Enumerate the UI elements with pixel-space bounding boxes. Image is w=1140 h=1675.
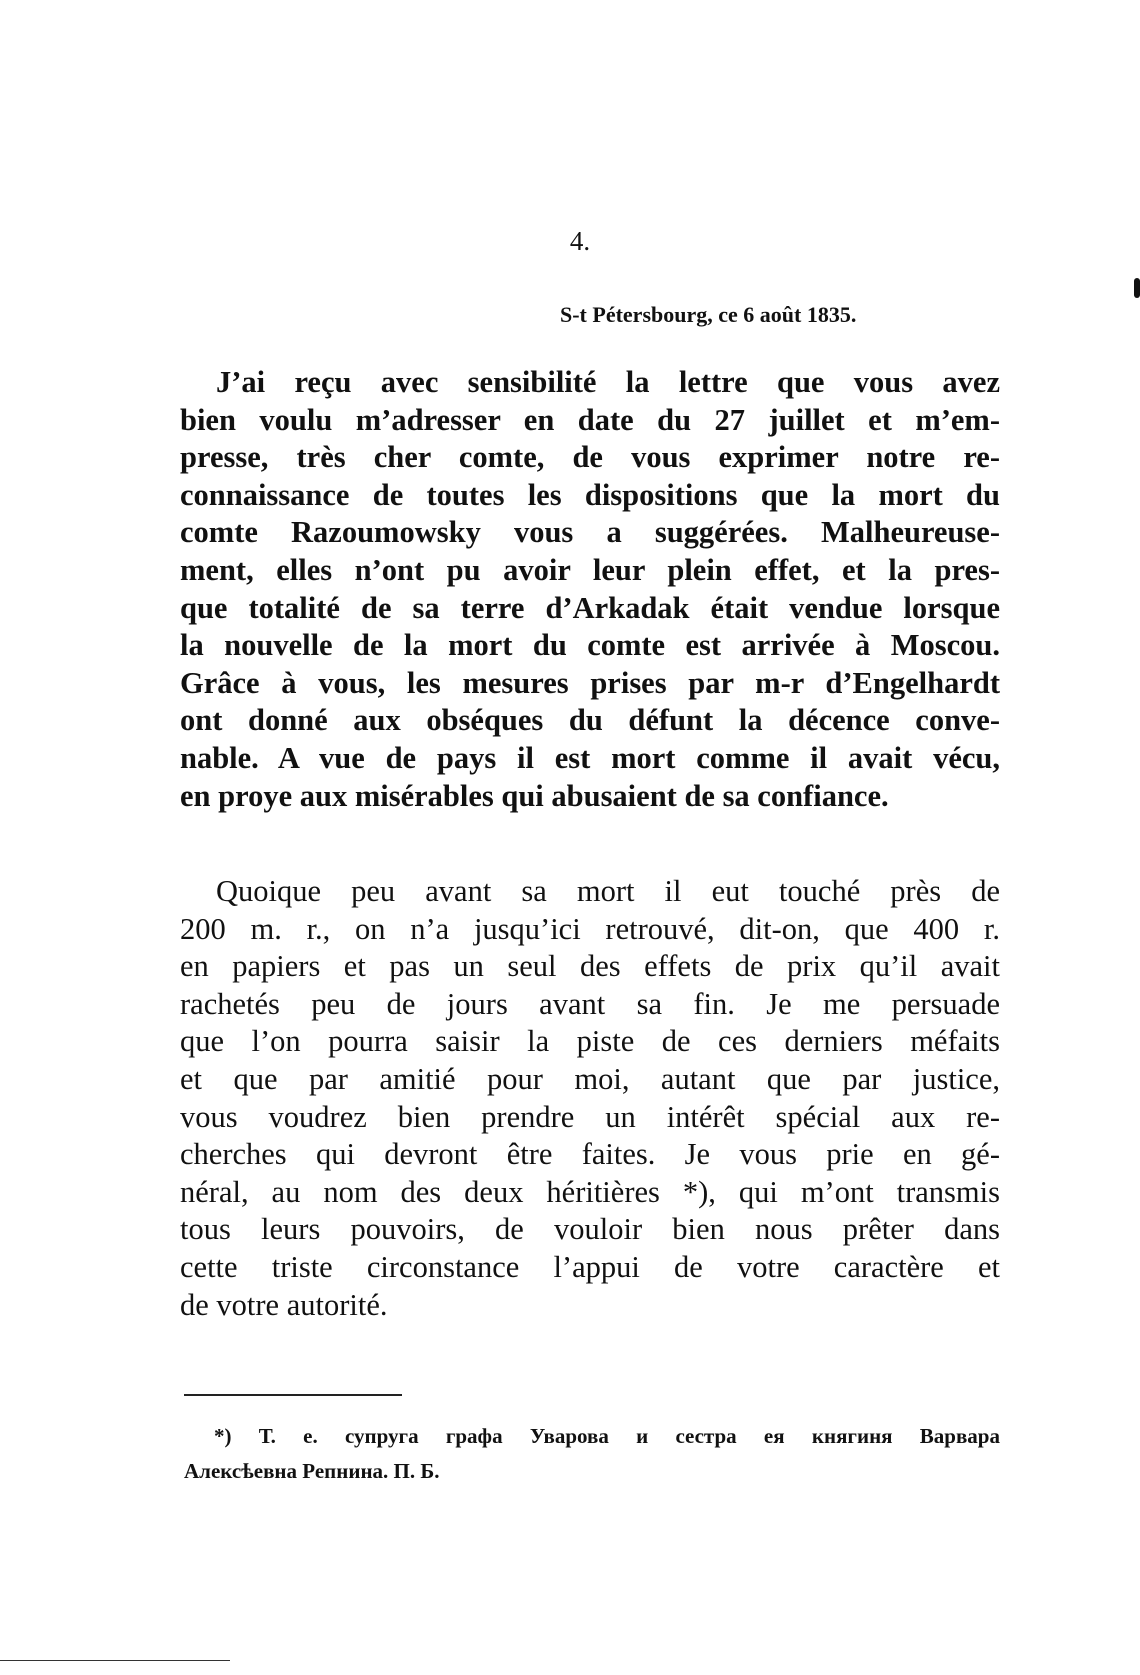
text-line: presse, très cher comte, de vous exprimer notre re- [180, 440, 1000, 475]
text-line: la nouvelle de la mort du comte est arrivée à Moscou. [180, 628, 1000, 663]
page-edge-mark [1134, 278, 1140, 298]
text-line: nable. A vue de pays il est mort comme il avait vécu, [180, 740, 1000, 775]
text-line: comte Razoumowsky vous a suggérées. Malheureuse- [180, 515, 1000, 550]
text-line: en proye aux misérables qui abusaient de sa confiance. [180, 778, 889, 813]
page-number: 4. [569, 226, 591, 256]
text-line: et que par amitié pour moi, autant que par justice, [180, 1061, 1000, 1096]
letter-paragraph-2 [180, 873, 1000, 1324]
text-line: néral, au nom des deux héritières *), qui m’ont transmis [180, 1174, 1000, 1209]
text-line: cette triste circonstance l’appui de votre caractère et [180, 1249, 1000, 1284]
text-line: ont donné aux obséques du défunt la décence conve- [180, 703, 1000, 738]
text-line: J’ai reçu avec sensibilité la lettre que vous avez [216, 365, 1000, 399]
text-line: ment, elles n’ont pu avoir leur plein effet, et la pres- [180, 552, 1000, 587]
text-line: 200 m. r., on n’a jusqu’ici retrouvé, dit-on, que 400 r. [180, 911, 1000, 946]
bottom-scan-rule [0, 1660, 230, 1661]
text-line: que l’on pourra saisir la piste de ces derniers méfaits [180, 1024, 1000, 1059]
text-line: connaissance de toutes les dispositions que la mort du [180, 477, 1000, 512]
footnote-divider [184, 1394, 402, 1396]
text-line: vous voudrez bien prendre un intérêt spécial aux re- [180, 1099, 1000, 1134]
text-line: Quoique peu avant sa mort il eut touché près de [216, 874, 1000, 908]
footnote [184, 1419, 1000, 1489]
letter-date-line: S-t Pétersbourg, ce 6 août 1835. [560, 302, 857, 327]
text-line: cherches qui devront être faites. Je vous prie en gé- [180, 1137, 1000, 1172]
letter-paragraph-1 [180, 364, 1000, 815]
text-line: de votre autorité. [180, 1287, 388, 1322]
text-line: en papiers et pas un seul des effets de prix qu’il avait [180, 949, 1000, 984]
text-line: bien voulu m’adresser en date du 27 juillet et m’em- [180, 402, 1000, 437]
text-line: rachetés peu de jours avant sa fin. Je me persuade [180, 986, 1000, 1021]
text-line: Grâce à vous, les mesures prises par m-r d’Engelhardt [180, 665, 1000, 700]
text-line: tous leurs pouvoirs, de vouloir bien nous prêter dans [180, 1212, 1000, 1247]
footnote-line: *) Т. е. супруга графа Уварова и сестра ея княгиня Варвара [214, 1424, 1000, 1448]
footnote-line: Алексѣевна Репнина. П. Б. [184, 1459, 440, 1483]
text-line: que totalité de sa terre d’Arkadak était vendue lorsque [180, 590, 1000, 625]
